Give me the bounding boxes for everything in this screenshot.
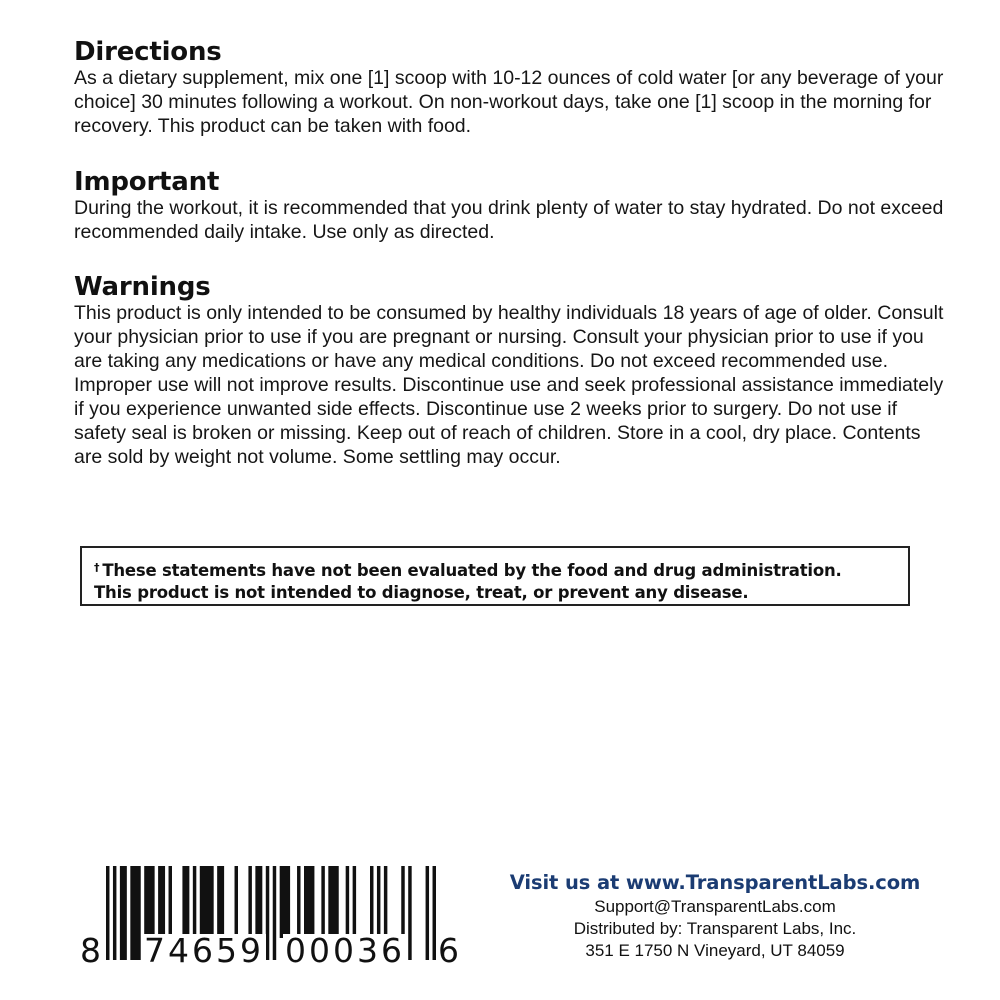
important-section bbox=[74, 168, 944, 244]
dagger-symbol: † bbox=[94, 561, 100, 574]
directions-section bbox=[74, 38, 944, 138]
website-link[interactable]: Visit us at www.TransparentLabs.com bbox=[509, 871, 921, 894]
barcode-right-digits: 00036 bbox=[285, 931, 405, 970]
directions-text: As a dietary supplement, mix one [1] scoop with 10-12 ounces of cold water [or any beverage of your choice] 30 minutes following a workout. On non-workout days, take one [1] scoop in the morning for recovery. This product can be taken with food. bbox=[74, 67, 944, 137]
warnings-heading: Warnings bbox=[74, 272, 211, 302]
disclaimer-line-1 bbox=[94, 557, 908, 582]
warnings-section bbox=[74, 273, 944, 469]
distributor-text: Distributed by: Transparent Labs, Inc. bbox=[573, 919, 857, 938]
address-text: 351 E 1750 N Vineyard, UT 84059 bbox=[585, 941, 845, 960]
support-email[interactable]: Support@TransparentLabs.com bbox=[594, 897, 836, 916]
fda-disclaimer-box bbox=[80, 546, 910, 606]
disclaimer-line-1-text: These statements have not been evaluated by the food and drug administration. bbox=[102, 561, 842, 580]
barcode-first-digit: 8 bbox=[80, 931, 101, 970]
barcode-left-digits: 74659 bbox=[144, 931, 264, 970]
disclaimer-line-2: This product is not intended to diagnose, treat, or prevent any disease. bbox=[94, 583, 749, 602]
barcode-last-digit: 6 bbox=[438, 931, 459, 970]
contact-info bbox=[480, 870, 950, 962]
important-text: During the workout, it is recommended that you drink plenty of water to stay hydrated. Do not exceed recommended daily intake. Use only as directed. bbox=[74, 197, 944, 243]
warnings-text: This product is only intended to be consumed by healthy individuals 18 years of age of older. Consult your physician prior to use if you are pregnant or nursing. Consult your physician prior to use if you are taking any medications or have any medical conditions. Do not exceed recommended use. Improper use will not improve results. Discontinue use and seek professional assistance immediately if you experience unwanted side effects. Discontinue use 2 weeks prior to surgery. Do not use if safety seal is broken or missing. Keep out of reach of children. Store in a cool, dry place. Contents are sold by weight not volume. Some settling may occur. bbox=[74, 302, 944, 468]
upc-barcode bbox=[80, 866, 470, 970]
important-heading: Important bbox=[74, 167, 220, 197]
directions-heading: Directions bbox=[74, 37, 222, 67]
